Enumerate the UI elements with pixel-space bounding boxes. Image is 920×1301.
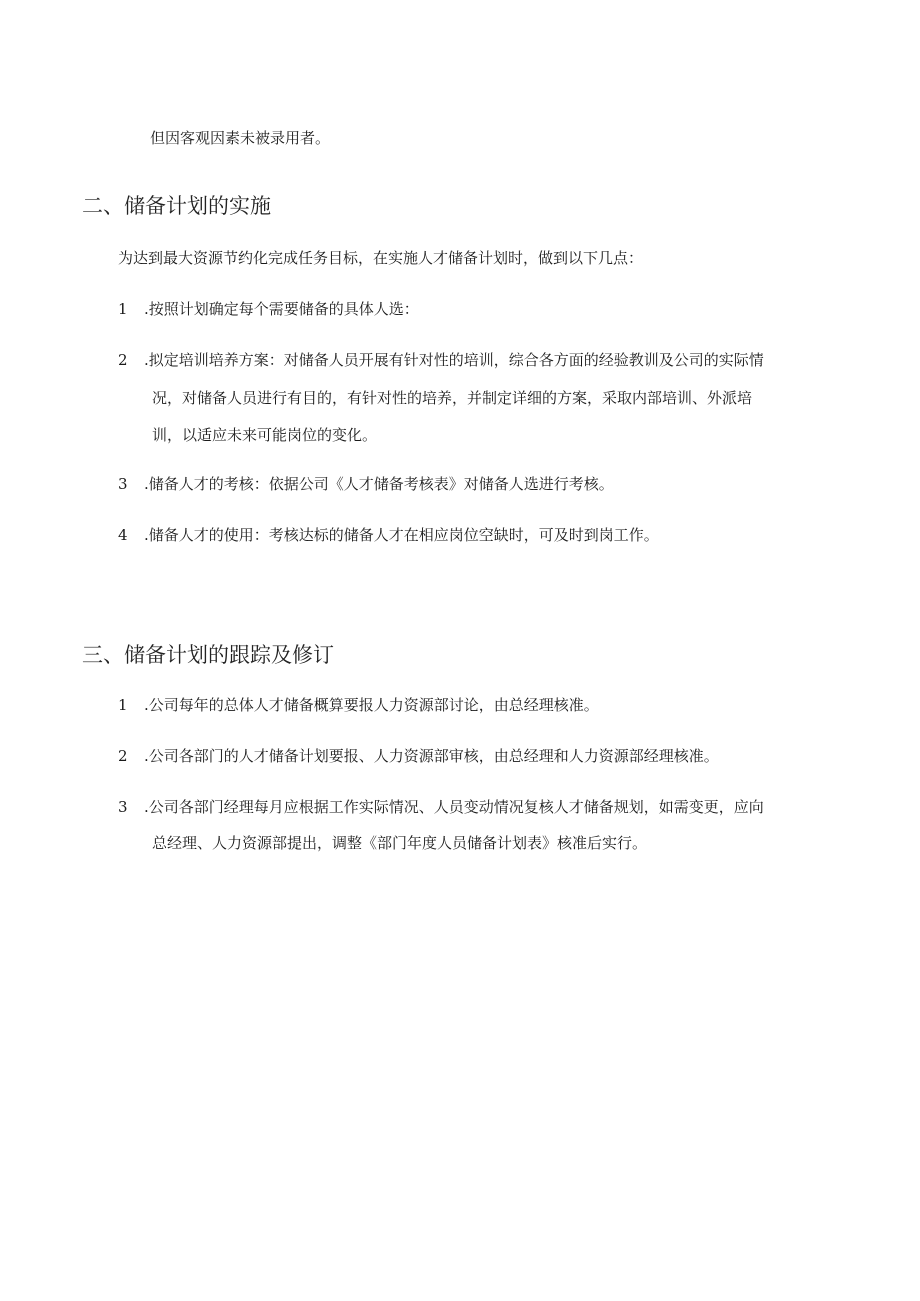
item-text-continuation: 况，对储备人员进行有目的，有针对性的培养，并制定详细的方案，采取内部培训、外派培	[152, 389, 753, 407]
list-item	[118, 350, 838, 370]
item-number: 3	[118, 475, 128, 493]
list-item	[118, 299, 838, 319]
item-text: .公司每年的总体人才储备概算要报人力资源部讨论，由总经理核准。	[144, 696, 599, 714]
item-text: .拟定培训培养方案：对储备人员开展有针对性的培训，综合各方面的经验教训及公司的实际情	[144, 351, 764, 369]
item-number: 2	[118, 351, 128, 369]
list-item	[118, 746, 838, 766]
item-text: .储备人才的使用：考核达标的储备人才在相应岗位空缺时，可及时到岗工作。	[144, 526, 659, 544]
item-text-continuation: 训，以适应未来可能岗位的变化。	[152, 426, 378, 444]
item-number: 1	[118, 696, 128, 714]
item-number: 1	[118, 300, 128, 318]
item-text: .公司各部门的人才储备计划要报、人力资源部审核，由总经理和人力资源部经理核准。	[144, 747, 719, 765]
list-item	[118, 797, 838, 817]
section-3-heading: 三、储备计划的跟踪及修订	[82, 643, 334, 667]
list-item	[118, 695, 838, 715]
item-text: .按照计划确定每个需要储备的具体人选：	[144, 300, 419, 318]
list-item	[118, 525, 838, 545]
section-2-intro: 为达到最大资源节约化完成任务目标，在实施人才储备计划时，做到以下几点：	[118, 249, 644, 267]
item-text: .储备人才的考核：依据公司《人才储备考核表》对储备人选进行考核。	[144, 475, 614, 493]
item-number: 2	[118, 747, 128, 765]
item-text: .公司各部门经理每月应根据工作实际情况、人员变动情况复核人才储备规划，如需变更，应向	[144, 798, 764, 816]
list-item	[118, 474, 838, 494]
section-2-heading: 二、储备计划的实施	[82, 194, 271, 218]
item-number: 3	[118, 798, 128, 816]
continuation-text: 但因客观因素未被录用者。	[150, 129, 331, 147]
item-text-continuation: 总经理、人力资源部提出，调整《部门年度人员储备计划表》核准后实行。	[152, 834, 648, 852]
item-number: 4	[118, 526, 128, 544]
